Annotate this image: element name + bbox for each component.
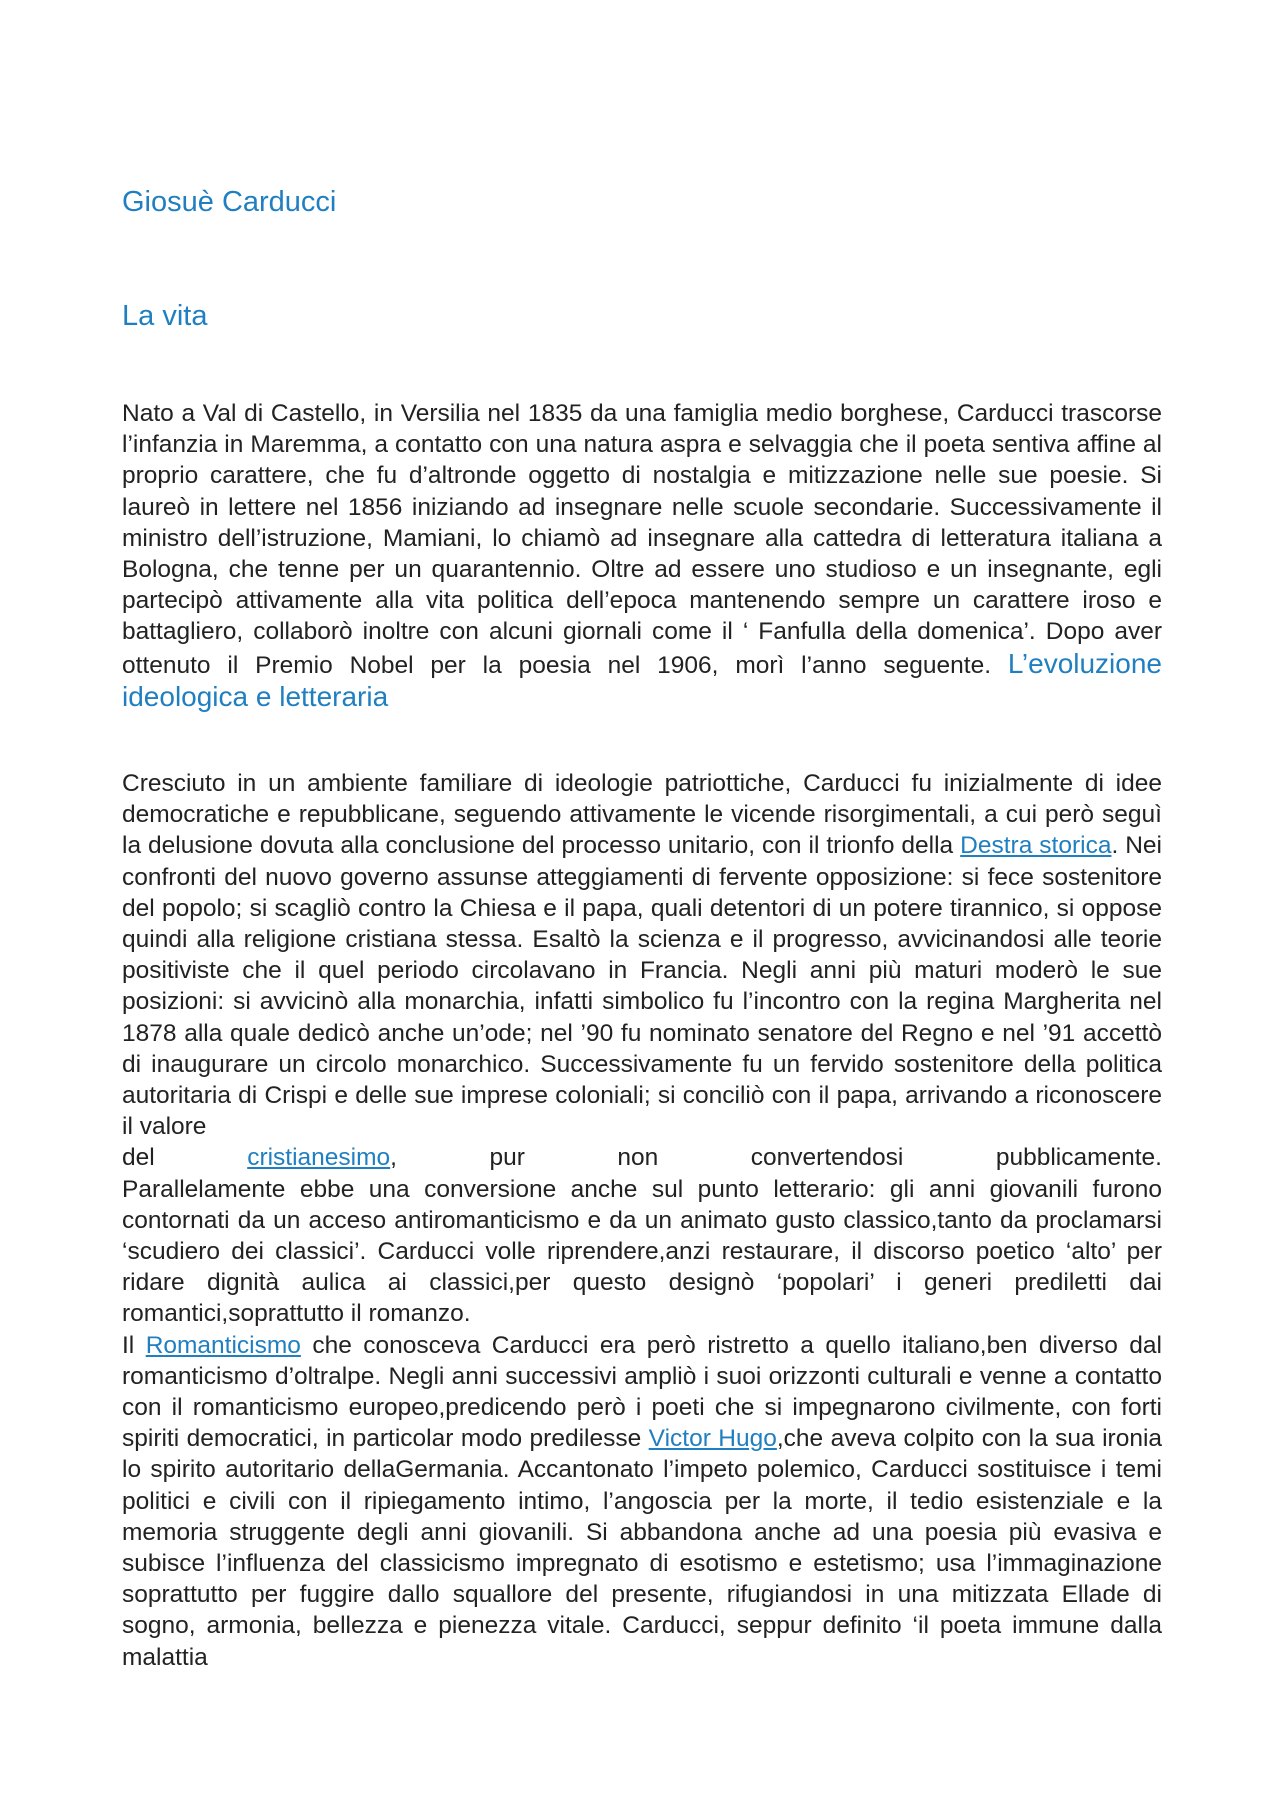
paragraph-romanticismo [122,1330,1162,1673]
line-cristianesimo-prefix: del [122,1144,248,1172]
link-victor-hugo[interactable]: Victor Hugo [648,1425,777,1453]
link-destra-storica[interactable]: Destra storica [960,832,1112,860]
paragraph-romanticismo-text-a: che conosceva Carducci era però ristretto a quello italiano,ben diverso dal romanticismo d’oltralpe. Negli anni successivi ampliò i suoi orizzonti culturali e venne a contatto con il romanticismo europeo,predicendo però i poeti che si impegnarono civilmente, con forti spiriti democratici, in particolar modo predilesse [122,1331,1162,1453]
line-cristianesimo [122,1142,1162,1173]
section-heading-la-vita: La vita [122,300,208,332]
link-cristianesimo[interactable]: cristianesimo [247,1144,391,1172]
section-heading-evoluzione: L’evoluzione ideologica e letteraria [122,647,1162,712]
line-cristianesimo-suffix: , pur non convertendosi pubblicamente. [390,1144,1162,1172]
paragraph-evoluzione-text-b: . Nei confronti del nuovo governo assunse atteggiamenti di fervente opposizione: si fece sostenitore del popolo; si scagliò contro la Chiesa e il papa, quali detentori di un potere tirannico, si oppose quindi alla religione cristiana stessa. Esaltò la scienza e il progresso, avvicinandosi alle teorie positiviste che il quel periodo circolavano in Francia. Negli anni più maturi moderò le sue posizioni: si avvicinò alla monarchia, infatti simbolico fu l’incontro con la regina Margherita nel 1878 alla quale dedicò anche un’ode; nel ’90 fu nominato senatore del Regno e nel ’91 accettò di inaugurare un circolo monarchico. Successivamente fu un fervido sostenitore della politica autoritaria di Crispi e delle sue imprese coloniali; si conciliò con il papa, arrivando a riconoscere il valore [122,832,1162,1141]
link-romanticismo[interactable]: Romanticismo [145,1331,301,1359]
paragraph-evoluzione-text-a: Cresciuto in un ambiente familiare di ideologie patriottiche, Carducci fu inizialmente di idee democratiche e repubblicane, seguendo attivamente le vicende risorgimentali, a cui però seguì la delusione dovuta alla conclusione del processo unitario, con il trionfo della [122,770,1162,860]
document-title: Giosuè Carducci [122,186,337,218]
paragraph-la-vita-text: Nato a Val di Castello, in Versilia nel 1835 da una famiglia medio borghese, Carducci trascorse l’infanzia in Maremma, a contatto con una natura aspra e selvaggia che il poeta sentiva affine al proprio carattere, che fu d’altronde oggetto di nostalgia e mitizzazione nelle sue poesie. Si laureò in lettere nel 1856 iniziando ad insegnare nelle scuole secondarie. Successivamente il ministro dell’istruzione, Mamiani, lo chiamò ad insegnare alla cattedra di letteratura italiana a Bologna, che tenne per un quarantennio. Oltre ad essere uno studioso e un insegnante, egli partecipò attivamente alla vita politica dell’epoca mantenendo sempre un carattere iroso e battagliero, collaborò inoltre con alcuni giornali come il ‘ Fanfulla della domenica’. Dopo aver ottenuto il Premio Nobel per la poesia nel 1906, morì l’anno seguente. [122,400,1162,679]
paragraph-la-vita [122,398,1162,714]
paragraph-evoluzione [122,768,1162,1673]
paragraph-conversione-letteraria: Parallelamente ebbe una conversione anche sul punto letterario: gli anni giovanili furono contornati da un acceso antiromanticismo e da un animato gusto classico,tanto da proclamarsi ‘scudiero dei classici’. Carducci volle riprendere,anzi restaurare, il discorso poetico ‘alto’ per ridare dignità aulica ai classici,per questo designò ‘popolari’ i generi prediletti dai romantici,soprattutto il romanzo. [122,1175,1162,1328]
paragraph-romanticismo-text-b: ,che aveva colpito con la sua ironia lo spirito autoritario dellaGermania. Accantonato l’impeto polemico, Carducci sostituisce i temi politici e civili con il ripiegamento intimo, l’angoscia per la morte, il tedio esistenziale e la memoria struggente degli anni giovanili. Si abbandona anche ad una poesia più evasiva e subisce l’influenza del classicismo impregnato di esotismo e estetismo; usa l’immaginazione soprattutto per fuggire dallo squallore del presente, rifugiandosi in una mitizzata Ellade di sogno, armonia, bellezza e pienezza vitale. Carducci, seppur definito ‘il poeta immune dalla malattia [122,1425,1163,1671]
paragraph-romanticismo-prefix: Il [122,1331,146,1359]
